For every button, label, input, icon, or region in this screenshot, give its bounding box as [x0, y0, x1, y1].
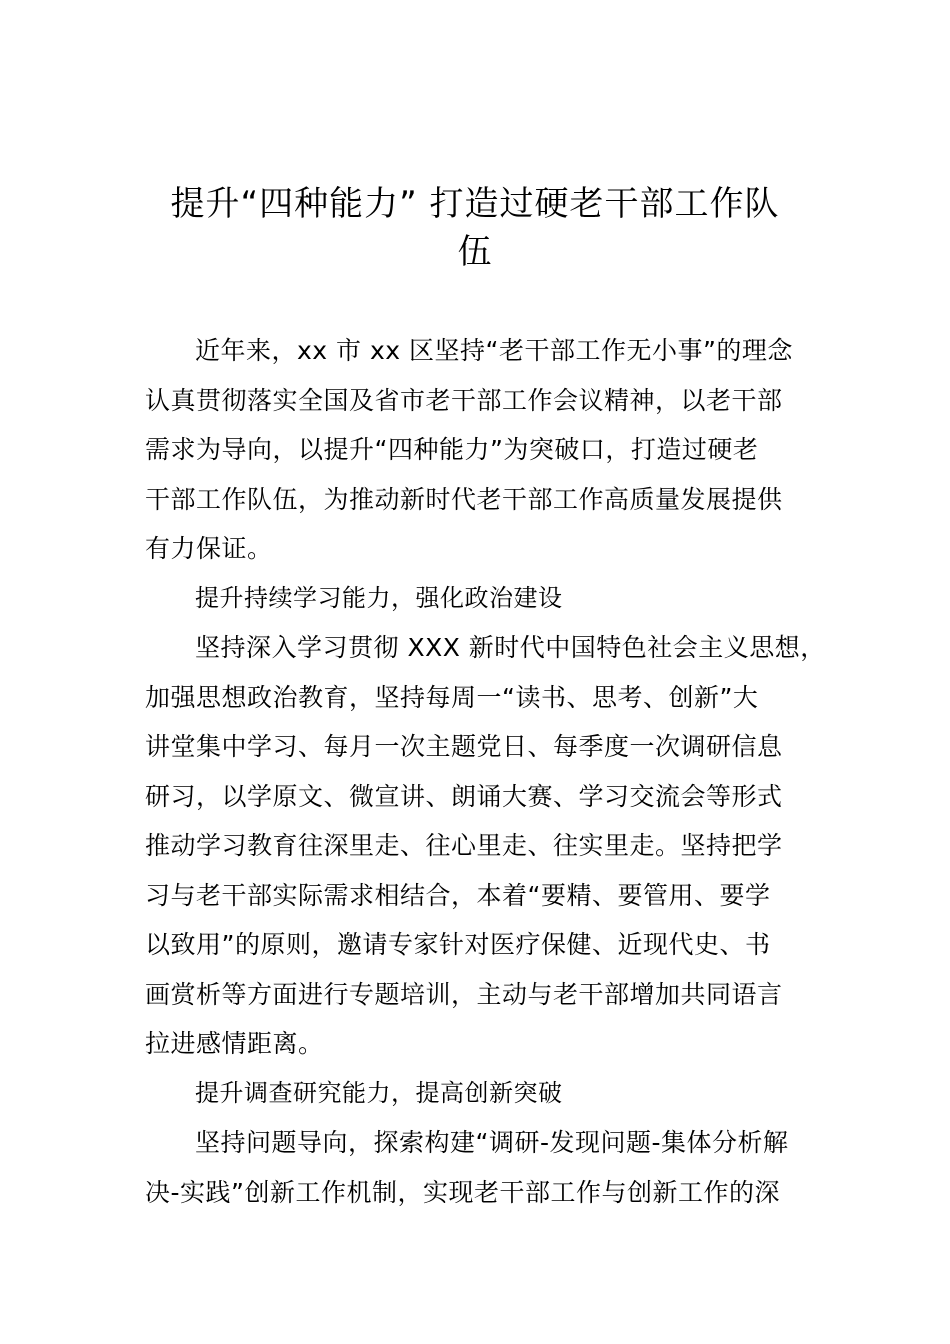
- paragraph-line: 干部工作队伍，为推动新时代老干部工作高质量发展提供: [145, 484, 783, 514]
- document-title: [130, 180, 820, 276]
- paragraph-line: 决-实践”创新工作机制，实现老干部工作与创新工作的深: [145, 1177, 780, 1207]
- paragraph-line: 近年来，xx 市 xx 区坚持“老干部工作无小事”的理念: [195, 336, 793, 365]
- paragraph-line: 习与老干部实际需求相结合，本着“要精、要管用、要学: [145, 880, 771, 910]
- paragraph-line: 有力保证。: [145, 534, 273, 563]
- paragraph-line: 推动学习教育往深里走、往心里走、往实里走。坚持把学: [145, 831, 783, 860]
- section-heading: 提升调查研究能力，提高创新突破: [195, 1078, 563, 1107]
- paragraph-line: 需求为导向，以提升“四种能力”为突破口，打造过硬老: [145, 435, 759, 464]
- document-body: [145, 326, 826, 1217]
- paragraph-line: 以致用”的原则，邀请专家针对医疗保健、近现代史、书: [145, 930, 771, 959]
- paragraph-line: 坚持问题导向，探索构建“调研-发现问题-集体分析解: [195, 1128, 789, 1157]
- paragraph-line: 画赏析等方面进行专题培训，主动与老干部增加共同语言: [145, 979, 783, 1009]
- section-heading: 提升持续学习能力，强化政治建设: [195, 583, 563, 612]
- paragraph-line: 认真贯彻落实全国及省市老干部工作会议精神，以老干部: [145, 385, 783, 415]
- paragraph-line: 坚持深入学习贯彻 XXX 新时代中国特色社会主义思想，: [195, 633, 826, 662]
- paragraph-line: 拉进感情距离。: [145, 1029, 324, 1058]
- title-line-1: 提升“四种能力” 打造过硬老干部工作队: [170, 184, 780, 224]
- paragraph-line: 加强思想政治教育，坚持每周一“读书、思考、创新”大: [145, 682, 759, 712]
- title-line-2: 伍: [457, 232, 493, 272]
- paragraph-line: 讲堂集中学习、每月一次主题党日、每季度一次调研信息: [145, 732, 783, 761]
- paragraph-line: 研习，以学原文、微宣讲、朗诵大赛、学习交流会等形式: [145, 781, 783, 811]
